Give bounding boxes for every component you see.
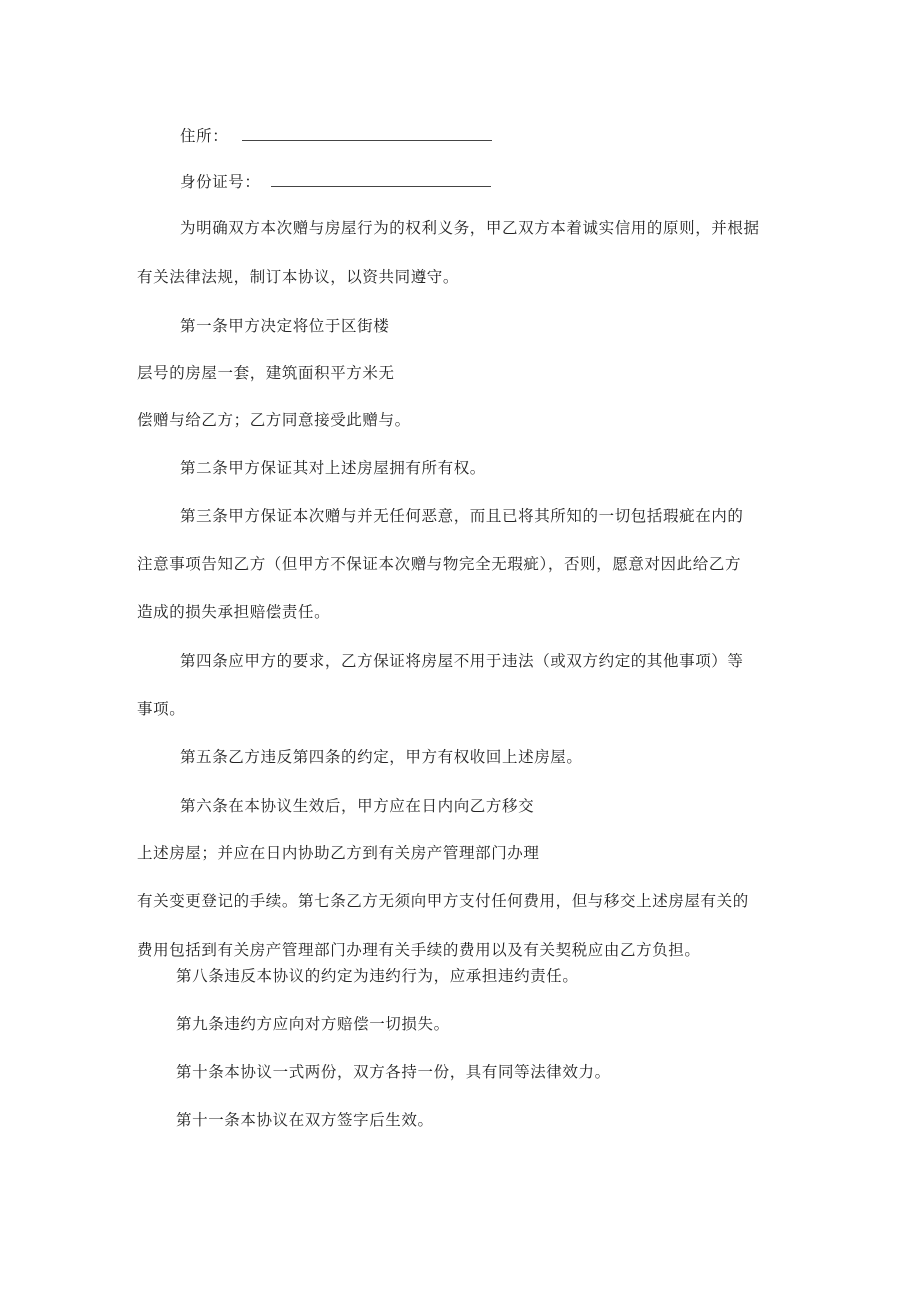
article-6-line-1: 第六条在本协议生效后，甲方应在日内向乙方移交: [180, 797, 535, 815]
intro-line-1: 为明确双方本次赠与房屋行为的权利义务，甲乙双方本着诚实信用的原则，并根据: [180, 219, 760, 237]
article-1-line-3: 偿赠与给乙方；乙方同意接受此赠与。: [137, 411, 411, 429]
article-7-line-2: 费用包括到有关房产管理部门办理有关手续的费用以及有关契税应由乙方负担。: [137, 941, 701, 959]
article-6-7-line: 有关变更登记的手续。第七条乙方无须向甲方支付任何费用，但与移交上述房屋有关的: [137, 892, 749, 910]
article-3-line-1: 第三条甲方保证本次赠与并无任何恶意，而且已将其所知的一切包括瑕疵在内的: [180, 507, 744, 525]
article-2: 第二条甲方保证其对上述房屋拥有所有权。: [180, 459, 486, 477]
article-3-line-2: 注意事项告知乙方（但甲方不保证本次赠与物完全无瑕疵），否则，愿意对因此给乙方: [137, 555, 742, 573]
article-5: 第五条乙方违反第四条的约定，甲方有权收回上述房屋。: [180, 748, 583, 766]
article-4-line-1: 第四条应甲方的要求，乙方保证将房屋不用于违法（或双方约定的其他事项）等: [180, 652, 744, 670]
article-3-line-3: 造成的损失承担赔偿责任。: [137, 603, 331, 621]
intro-line-2: 有关法律法规，制订本协议，以资共同遵守。: [137, 268, 460, 286]
article-1-line-1: 第一条甲方决定将位于区街楼: [180, 317, 390, 335]
article-6-line-2: 上述房屋；并应在日内协助乙方到有关房产管理部门办理: [137, 844, 540, 862]
article-10: 第十条本协议一式两份，双方各持一份，具有同等法律效力。: [176, 1063, 611, 1081]
article-9: 第九条违约方应向对方赔偿一切损失。: [176, 1015, 450, 1033]
id-number-line: [180, 172, 491, 192]
article-4-line-2: 事项。: [137, 700, 186, 718]
residence-label: 住所：: [180, 127, 229, 145]
residence-blank: [242, 126, 492, 141]
article-1-line-2: 层号的房屋一套，建筑面积平方米无: [137, 364, 395, 382]
id-number-label: 身份证号：: [180, 173, 261, 191]
article-11: 第十一条本协议在双方签字后生效。: [176, 1111, 434, 1129]
id-number-blank: [271, 172, 491, 187]
article-8: 第八条违反本协议的约定为违约行为，应承担违约责任。: [176, 967, 579, 985]
residence-line: [180, 126, 492, 146]
